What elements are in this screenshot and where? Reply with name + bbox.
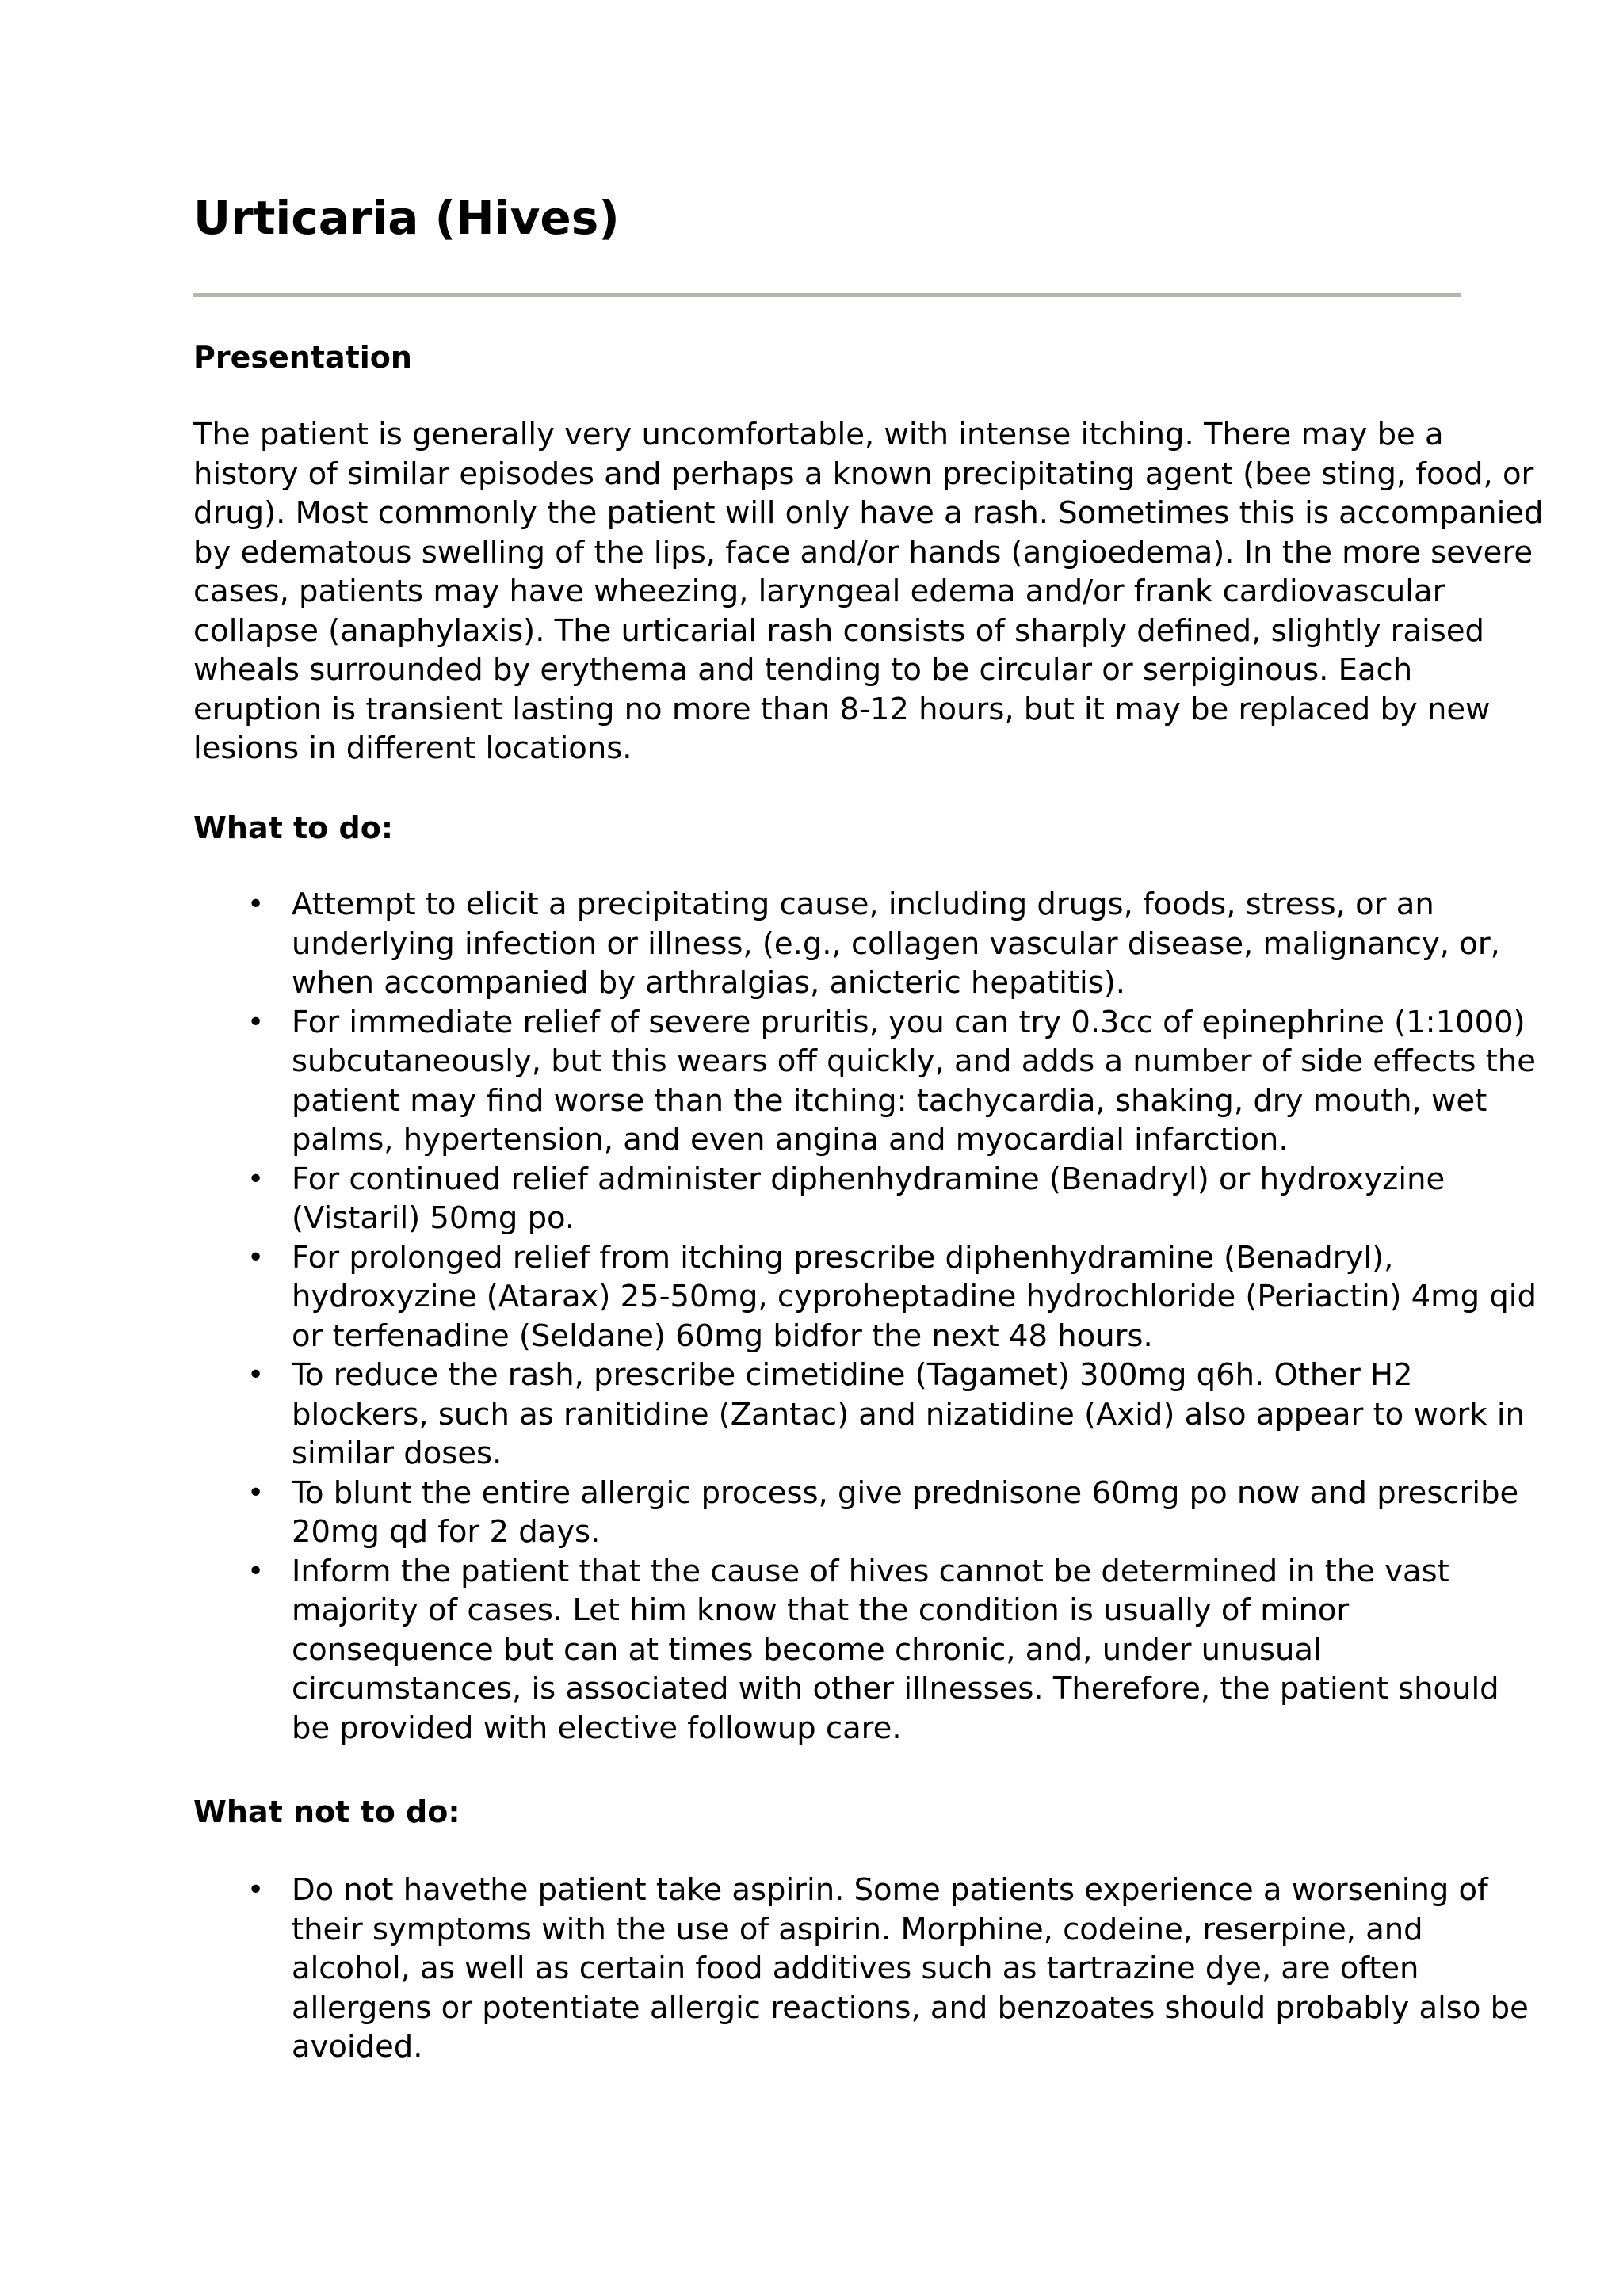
bullet-icon: • (247, 888, 265, 921)
list-item (193, 1160, 1461, 1238)
list-item-line: Do not havethe patient take aspirin. Some patients experience a worsening of (292, 1872, 1488, 1908)
paragraph-line: The patient is generally very uncomfortable, with intense itching. There may be a (193, 417, 1444, 452)
what-not-to-do-list (193, 1871, 1529, 2067)
list-item-line: their symptoms with the use of aspirin. Morphine, codeine, reserpine, and (292, 1911, 1423, 1947)
list-item-line: palms, hypertension, and even angina and myocardial infarction. (292, 1122, 1289, 1158)
list-item-line: or terfenadine (Seldane) 60mg bidfor the next 48 hours. (292, 1318, 1153, 1354)
list-item-line: Inform the patient that the cause of hives cannot be determined in the vast (292, 1553, 1449, 1589)
bullet-icon: • (247, 1241, 265, 1274)
list-item-line: hydroxyzine (Atarax) 25-50mg, cyproheptadine hydrochloride (Periactin) 4mg qid (292, 1279, 1537, 1314)
list-item-line: patient may find worse than the itching: tachycardia, shaking, dry mouth, wet (292, 1082, 1487, 1119)
list-item-line: For immediate relief of severe pruritis, you can try 0.3cc of epinephrine (1:1000) (292, 1004, 1526, 1040)
list-item (193, 1474, 1519, 1552)
list-item (193, 1003, 1536, 1160)
what-not-to-do-heading: What not to do: (193, 1794, 460, 1829)
list-item-line: 20mg qd for 2 days. (292, 1514, 601, 1550)
bullet-icon: • (247, 1874, 265, 1906)
list-item-line: blockers, such as ranitidine (Zantac) and nizatidine (Axid) also appear to work in (292, 1396, 1525, 1432)
list-item-line: For prolonged relief from itching prescribe diphenhydramine (Benadryl), (292, 1239, 1394, 1276)
list-item-line: To blunt the entire allergic process, give prednisone 60mg po now and prescribe (292, 1474, 1519, 1511)
list-item-line: avoided. (292, 2029, 423, 2065)
paragraph-line: collapse (anaphylaxis). The urticarial rash consists of sharply defined, slightly raised (193, 612, 1484, 649)
what-to-do-list (193, 885, 1537, 1748)
page-title: Urticaria (Hives) (193, 191, 620, 245)
list-item-line: To reduce the rash, prescribe cimetidine (Tagamet) 300mg q6h. Other H2 (292, 1357, 1413, 1393)
list-item (193, 1238, 1537, 1356)
paragraph-line: eruption is transient lasting no more than 8-12 hours, but it may be replaced by new (193, 691, 1491, 727)
list-item-line: when accompanied by arthralgias, anicteric hepatitis). (292, 965, 1126, 1001)
list-item-line: For continued relief administer diphenhydramine (Benadryl) or hydroxyzine (292, 1161, 1445, 1197)
list-item (193, 1356, 1525, 1474)
bullet-icon: • (247, 1476, 265, 1509)
list-item-line: similar doses. (292, 1436, 502, 1471)
list-item-line: allergens or potentiate allergic reactions, and benzoates should probably also be (292, 1989, 1529, 2026)
list-item (193, 885, 1500, 1003)
list-item (193, 1552, 1499, 1749)
list-item-line: underlying infection or illness, (e.g., collagen vascular disease, malignancy, or, (292, 925, 1500, 962)
list-item-line: (Vistaril) 50mg po. (292, 1200, 575, 1236)
what-to-do-heading: What to do: (193, 810, 394, 845)
bullet-icon: • (247, 1554, 265, 1588)
presentation-heading: Presentation (193, 340, 412, 375)
list-item-line: alcohol, as well as certain food additives such as tartrazine dye, are often (292, 1951, 1419, 1986)
list-item-line: circumstances, is associated with other illnesses. Therefore, the patient should (292, 1671, 1499, 1707)
bullet-icon: • (247, 1005, 265, 1039)
presentation-paragraph (193, 415, 1544, 769)
list-item-line: be provided with elective followup care. (292, 1710, 902, 1746)
paragraph-line: wheals surrounded by erythema and tending to be circular or serpiginous. Each (193, 652, 1413, 688)
paragraph-line: history of similar episodes and perhaps a known precipitating agent (bee sting, food, or (193, 456, 1534, 492)
title-divider (193, 293, 1461, 297)
list-item-line: consequence but can at times become chronic, and, under unusual (292, 1631, 1322, 1668)
paragraph-line: by edematous swelling of the lips, face and/or hands (angioedema). In the more severe (193, 534, 1533, 570)
bullet-icon: • (247, 1359, 265, 1391)
list-item-line: Attempt to elicit a precipitating cause, including drugs, foods, stress, or an (292, 887, 1434, 922)
bullet-icon: • (247, 1162, 265, 1196)
list-item-line: majority of cases. Let him know that the condition is usually of minor (292, 1592, 1350, 1628)
list-item (193, 1871, 1529, 2067)
paragraph-line: lesions in different locations. (193, 730, 632, 766)
paragraph-line: cases, patients may have wheezing, laryngeal edema and/or frank cardiovascular (193, 574, 1445, 609)
paragraph-line: drug). Most commonly the patient will only have a rash. Sometimes this is accompanied (193, 495, 1544, 531)
list-item-line: subcutaneously, but this wears off quickly, and adds a number of side effects the (292, 1043, 1536, 1079)
